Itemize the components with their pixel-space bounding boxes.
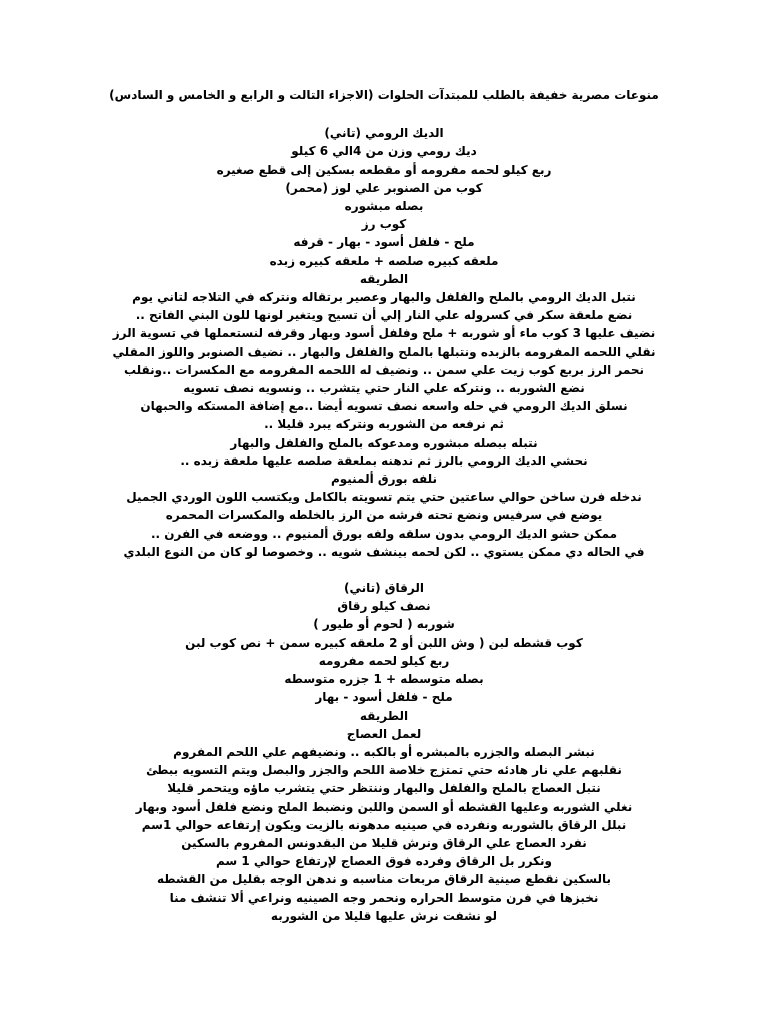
turkey-recipe-line: نضع الشوربه .. ونتركه علي النار حتي يتشرب .. ونسويه نصف تسويه xyxy=(183,381,585,396)
turkey-recipe-line: الطريقه xyxy=(359,271,409,286)
roqaq-recipe-line: الطريقه xyxy=(359,708,409,723)
roqaq-recipe-line: نصف كيلو رقاق xyxy=(337,599,431,614)
turkey-recipe-line: في الحاله دي ممكن يستوي .. لكن لحمه بينشف شويه .. وخصوصا لو كان من النوع البلدي xyxy=(123,544,645,559)
roqaq-recipe-line: شوربه ( لحوم أو طيور ) xyxy=(313,617,455,632)
turkey-recipe-line: نلفه بورق ألمنيوم xyxy=(330,472,438,487)
turkey-recipe-line: نضع ملعقة سكر في كسروله علي النار إلي أن تسيح ويتغير لونها للون البني الفاتح .. xyxy=(135,308,633,323)
turkey-recipe-line: ملعقه كبيره صلصه + ملعقه كبيره زبده xyxy=(269,253,499,268)
turkey-recipe-line: ندخله فرن ساخن حوالي ساعتين حتي يتم تسويته بالكامل ويكتسب اللون الوردي الجميل xyxy=(126,490,642,505)
turkey-recipe-line: ربع كيلو لحمه مفرومه أو مقطعه بسكين إلى قطع صغيره xyxy=(216,162,552,177)
turkey-recipe-line: الديك الرومي (تاني) xyxy=(324,126,444,141)
document-title: منوعات مصرية خفيفة بالطلب للمبتدآت الحلوات (الاجزاء التالت و الرابع و الخامس و السادس) xyxy=(109,88,659,102)
roqaq-recipe-line: نبلل الرقاق بالشوربه ونفرده في صينيه مدهونه بالزيت ويكون إرتفاعه حوالي 1سم xyxy=(141,817,627,832)
turkey-recipe-line: ديك رومي وزن من 4الي 6 كيلو xyxy=(291,144,477,159)
turkey-recipe-line: بصله مبشوره xyxy=(344,199,424,214)
turkey-recipe-line: ملح - فلفل أسود - بهار - قرفه xyxy=(293,235,475,250)
roqaq-recipe-line: لعمل العصاج xyxy=(346,726,422,741)
roqaq-recipe-line: بالسكين نقطع صينية الرقاق مربعات مناسبه و ندهن الوجه بقليل من القشطه xyxy=(156,872,612,887)
document-page xyxy=(0,86,768,925)
roqaq-recipe-line: نتبل العصاج بالملح والفلفل والبهار وننتظر حتي يتشرب ماؤه ويتحمر قليلا xyxy=(167,781,601,796)
turkey-recipe-line: كوب رز xyxy=(361,217,407,232)
roqaq-recipe-line: ملح - فلفل أسود - بهار xyxy=(315,690,453,705)
roqaq-recipe-line: لو نشفت نرش عليها قليلا من الشوربه xyxy=(270,908,498,923)
roqaq-recipe-line: الرقاق (تاني) xyxy=(344,581,424,596)
turkey-recipe-line: نسلق الديك الرومي في حله واسعه نصف تسويه أيضا ..مع إضافة المستكه والحبهان xyxy=(140,399,628,414)
recipe-turkey xyxy=(0,124,768,561)
turkey-recipe-line: نقلي اللحمه المفرومه بالزبده ونتبلها بالملح والفلفل والبهار .. نضيف الصنوبر واللوز المقلي xyxy=(112,344,656,359)
roqaq-recipe-line: نبشر البصله والجزره بالمبشره أو بالكبه .. ونضيفهم علي اللحم المفروم xyxy=(173,744,595,759)
turkey-recipe-line: نتبله ببصله مبشوره ومدعوكه بالملح والفلفل والبهار xyxy=(230,435,538,450)
turkey-recipe-line: نحشي الديك الرومي بالرز ثم ندهنه بملعقة صلصه عليها ملعقة زبده .. xyxy=(180,453,588,468)
roqaq-recipe-line: نقلبهم علي نار هادئه حتي تمتزج خلاصة اللحم والجزر والبصل ويتم التسويه ببطئ xyxy=(146,763,622,778)
roqaq-recipe-line: ونكرر بل الرقاق وفرده فوق العصاج لإرتفاع حوالي 1 سم xyxy=(215,854,552,869)
turkey-recipe-line: يوضع في سرفيس ونضع تحته فرشه من الرز بالخلطه والمكسرات المحمره xyxy=(165,508,603,523)
section-gap xyxy=(0,561,768,579)
turkey-recipe-line: نضيف عليها 3 كوب ماء أو شوربه + ملح وفلفل أسود وبهار وقرفه لنستعملها في تسوية الرز xyxy=(112,326,656,341)
roqaq-recipe-line: نفرد العصاج علي الرقاق ونرش قليلا من البقدونس المفروم بالسكين xyxy=(181,835,587,850)
roqaq-recipe-line: كوب قشطه لبن ( وش اللبن أو 2 ملعقه كبيره سمن + نص كوب لبن xyxy=(185,635,583,650)
turkey-recipe-line: ممكن حشو الديك الرومي بدون سلقه ولفه بورق ألمنيوم .. ووضعه في الفرن .. xyxy=(150,526,618,541)
roqaq-recipe-line: ربع كيلو لحمه مفرومه xyxy=(318,653,450,668)
turkey-recipe-line: كوب من الصنوبر علي لوز (محمر) xyxy=(285,180,483,195)
roqaq-recipe-line: نخبزها في فرن متوسط الحراره ونحمر وجه الصينيه ونراعي ألا تنشف منا xyxy=(169,890,599,905)
roqaq-recipe-line: نغلي الشوربه وعليها القشطه أو السمن واللبن ونضبط الملح ونضع فلفل أسود وبهار xyxy=(135,799,633,814)
recipe-roqaq xyxy=(0,579,768,925)
turkey-recipe-line: ثم نرفعه من الشوربه ونتركه يبرد قليلا .. xyxy=(264,417,504,432)
roqaq-recipe-line: بصله متوسطه + 1 جزره متوسطه xyxy=(284,672,484,687)
turkey-recipe-line: نحمر الرز بربع كوب زيت علي سمن .. ونضيف له اللحمه المفرومه مع المكسرات ..ونقلب xyxy=(123,362,645,377)
turkey-recipe-line: نتبل الديك الرومي بالملح والفلفل والبهار وعصير برتقاله ونتركه في التلاجه لتاني يوم xyxy=(132,290,636,305)
